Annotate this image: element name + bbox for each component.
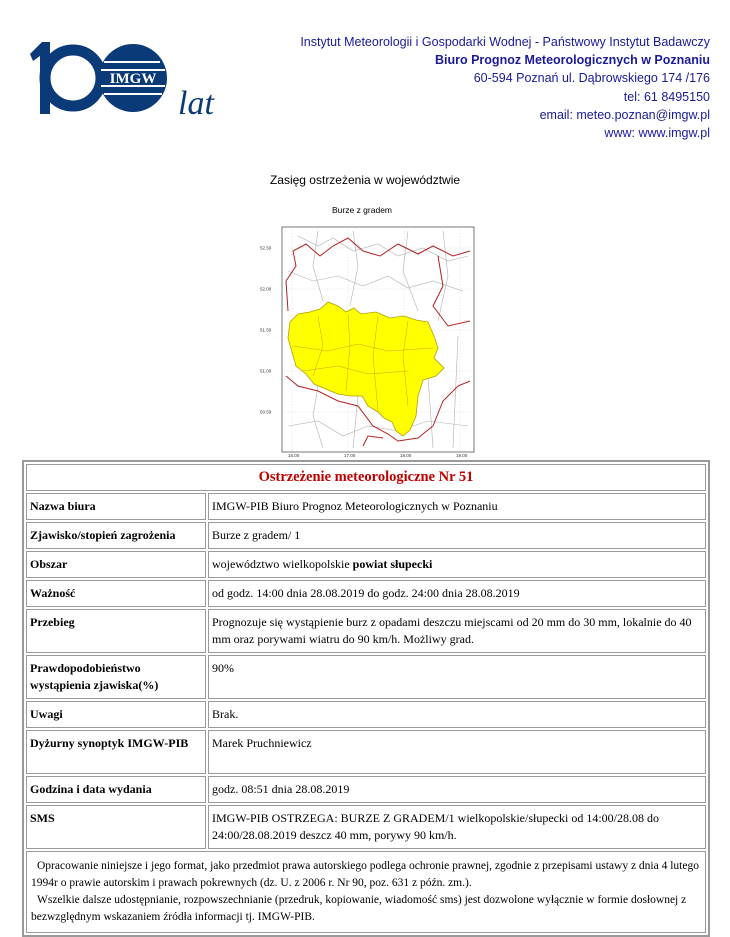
y-tick-label: 52.00 bbox=[260, 286, 272, 292]
y-tick-label: 51.00 bbox=[260, 368, 272, 374]
warning-title: Ostrzeżenie meteorologiczne Nr 51 bbox=[26, 464, 706, 491]
copyright-notice bbox=[26, 851, 706, 933]
map-section-title: Zasięg ostrzeżenia w województwie bbox=[269, 173, 461, 187]
table-row bbox=[26, 805, 706, 849]
y-tick-label: 50.50 bbox=[260, 409, 272, 415]
warning-map bbox=[258, 205, 478, 460]
office-website[interactable]: www: www.imgw.pl bbox=[604, 126, 710, 141]
row-label: Godzina i data wydania bbox=[26, 776, 206, 803]
warning-table bbox=[24, 462, 708, 935]
x-tick-label: 18.00 bbox=[400, 453, 412, 458]
office-phone: tel: 61 8495150 bbox=[623, 89, 710, 104]
row-value: IMGW-PIB Biuro Prognoz Meteorologicznych w Poznaniu bbox=[208, 493, 706, 520]
row-value: Burze z gradem/ 1 bbox=[208, 522, 706, 549]
y-tick-label: 51.50 bbox=[260, 327, 272, 333]
row-value: IMGW-PIB OSTRZEGA: BURZE Z GRADEM/1 wielkopolskie/słupecki od 14:00/28.08 do 24:00/28.08.2019 deszcz 40 mm, porywy 90 km/h. bbox=[208, 805, 706, 849]
copyright-paragraph: Opracowanie niniejsze i jego format, jako przedmiot prawa autorskiego podlega ochronie prawnej, zgodnie z przepisami ustawy z dnia 4 lutego 1994r o prawie autorskim i prawach pokrewnych (dz. U. z 2006 r. Nr 90, poz. 631 z późn. zm.). bbox=[31, 860, 699, 889]
table-row bbox=[26, 493, 706, 520]
table-row bbox=[26, 776, 706, 803]
row-value: Prognozuje się wystąpienie burz z opadami deszczu miejscami od 20 mm do 30 mm, lokalnie do 40 mm oraz porywami wiatru do 90 km/h. Możliwy grad. bbox=[208, 609, 706, 653]
row-label: Uwagi bbox=[26, 701, 206, 728]
area-region: województwo wielkopolskie bbox=[212, 557, 350, 571]
logo-lat: lat bbox=[178, 85, 214, 120]
row-value: 90% bbox=[208, 655, 706, 699]
x-tick-label: 16.00 bbox=[288, 453, 300, 458]
table-row bbox=[26, 580, 706, 607]
institute-name: Instytut Meteorologii i Gospodarki Wodnej - Państwowy Instytut Badawczy bbox=[300, 35, 710, 49]
table-row bbox=[26, 701, 706, 728]
table-row bbox=[26, 522, 706, 549]
row-label: SMS bbox=[26, 805, 206, 849]
row-value: Brak. bbox=[208, 701, 706, 728]
row-value: Marek Pruchniewicz bbox=[208, 730, 706, 774]
warning-table-box bbox=[22, 460, 710, 937]
row-value: godz. 08:51 dnia 28.08.2019 bbox=[208, 776, 706, 803]
row-label: Zjawisko/stopień zagrożenia bbox=[26, 522, 206, 549]
map-title: Burze z gradem bbox=[332, 205, 392, 215]
copyright-paragraph: Wszelkie dalsze udostępnianie, rozpowszechnianie (przedruk, kopiowanie, wiadomość sms) jest dozwolone wyłącznie w formie dosłownej z bezwzględnym wskazaniem źródła informacji tj. IMGW-PIB. bbox=[31, 894, 687, 923]
x-tick-label: 17.00 bbox=[344, 453, 356, 458]
office-email[interactable]: email: meteo.poznan@imgw.pl bbox=[539, 107, 710, 122]
row-label: Dyżurny synoptyk IMGW-PIB bbox=[26, 730, 206, 774]
row-label: Prawdopodobieństwo wystąpienia zjawiska(%) bbox=[26, 655, 206, 699]
row-label: Przebieg bbox=[26, 609, 206, 653]
row-label: Nazwa biura bbox=[26, 493, 206, 520]
map-graphic bbox=[258, 226, 478, 458]
imgw-100-lat-logo bbox=[28, 40, 218, 120]
row-label: Obszar bbox=[26, 551, 206, 578]
table-row bbox=[26, 730, 706, 774]
area-county: powiat słupecki bbox=[352, 557, 433, 571]
row-value bbox=[208, 551, 706, 578]
table-row bbox=[26, 655, 706, 699]
office-name: Biuro Prognoz Meteorologicznych w Poznaniu bbox=[434, 53, 710, 68]
office-header bbox=[280, 33, 710, 142]
table-row bbox=[26, 609, 706, 653]
office-address: 60-594 Poznań ul. Dąbrowskiego 174 /176 bbox=[473, 71, 710, 86]
row-value: od godz. 14:00 dnia 28.08.2019 do godz. 24:00 dnia 28.08.2019 bbox=[208, 580, 706, 607]
row-label: Ważność bbox=[26, 580, 206, 607]
table-row bbox=[26, 551, 706, 578]
x-tick-label: 19.00 bbox=[456, 453, 468, 458]
y-tick-label: 52.50 bbox=[260, 245, 272, 251]
logo-brand: IMGW bbox=[109, 71, 157, 87]
